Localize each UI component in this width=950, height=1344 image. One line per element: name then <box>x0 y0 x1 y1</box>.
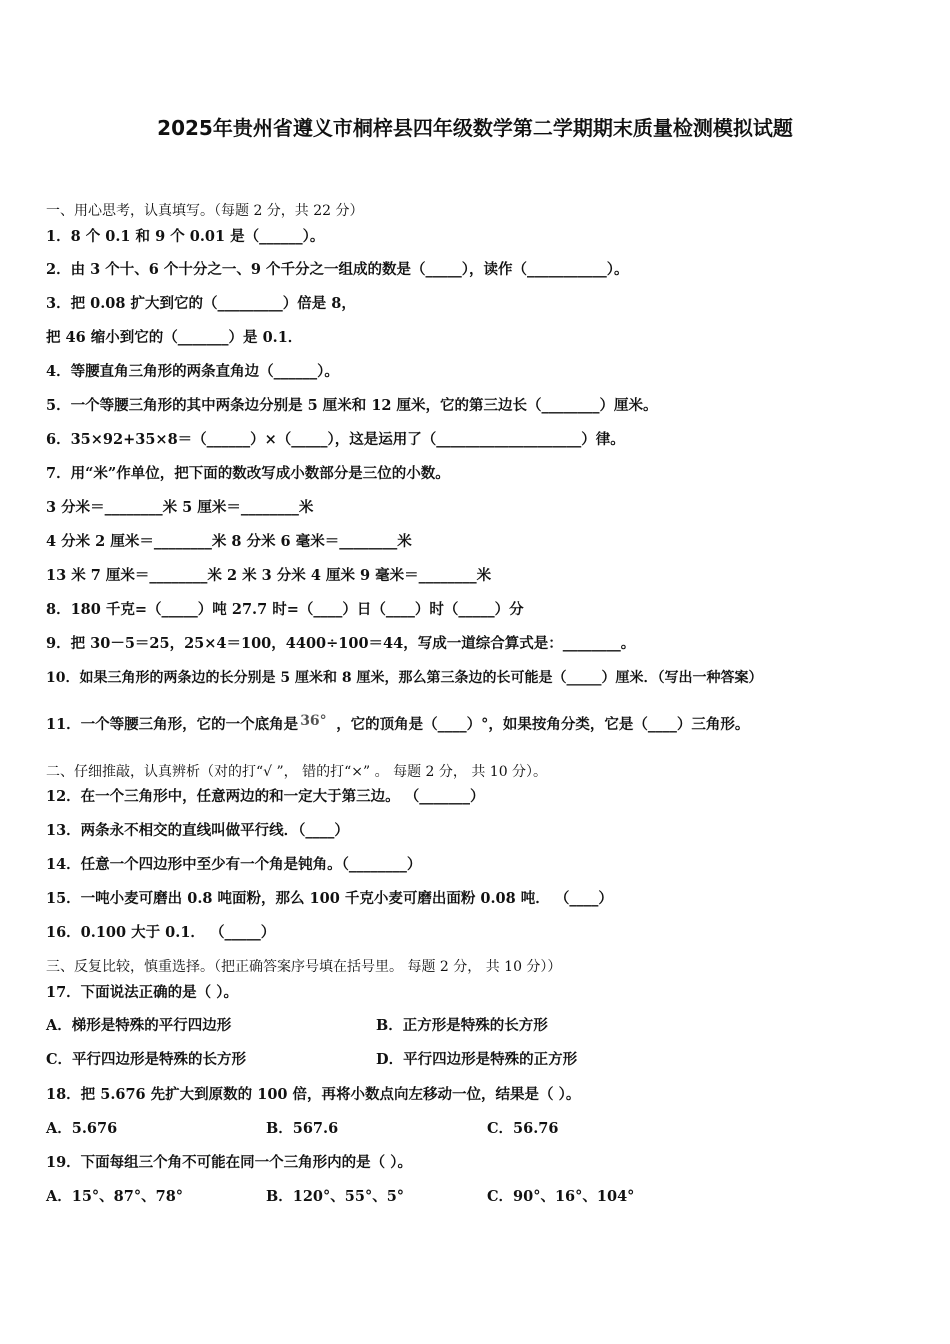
question-17: 17．下面说法正确的是（ ）。 <box>46 984 238 1001</box>
section-heading-3: 三、反复比较，慎重选择。（把正确答案序号填在括号里。 每题 2 分， 共 10 分）） <box>46 959 562 975</box>
question-16: 16．0.100 大于 0.1． （_____） <box>46 924 276 941</box>
q18-option-c: C．56.76 <box>487 1120 559 1137</box>
question-8: 8．180 千克=（_____）吨 27.7 时=（____）日（____）时（_____）分 <box>46 601 524 618</box>
question-4: 4．等腰直角三角形的两条直角边（______）。 <box>46 363 339 380</box>
q17-option-b: B．正方形是特殊的长方形 <box>376 1017 548 1034</box>
question-12: 12．在一个三角形中，任意两边的和一定大于第三边。 （_______） <box>46 788 485 805</box>
question-2: 2．由 3 个十、6 个十分之一、9 个千分之一组成的数是（_____），读作（___________）。 <box>46 261 629 278</box>
q17-option-c: C．平行四边形是特殊的长方形 <box>46 1051 247 1068</box>
question-5: 5．一个等腰三角形的其中两条边分别是 5 厘米和 12 厘米，它的第三边长（________）厘米。 <box>46 397 658 414</box>
question-13: 13．两条永不相交的直线叫做平行线．（____） <box>46 822 349 839</box>
angle-36-figure: 36° <box>300 713 327 729</box>
question-1: 1．8 个 0.1 和 9 个 0.01 是（______）。 <box>46 228 325 245</box>
question-11-part-2: ，它的顶角是（____）°，如果按角分类，它是（____）三角形。 <box>336 716 750 733</box>
question-7-line-2: 4 分米 2 厘米＝________米 8 分米 6 毫米＝________米 <box>46 533 412 550</box>
question-3a: 3．把 0.08 扩大到它的（_________）倍是 8， <box>46 295 356 312</box>
question-18: 18．把 5.676 先扩大到原数的 100 倍，再将小数点向左移动一位，结果是（ ）。 <box>46 1086 581 1103</box>
question-10: 10．如果三角形的两条边的长分别是 5 厘米和 8 厘米，那么第三条边的长可能是（_____）厘米．（写出一种答案） <box>46 670 763 686</box>
question-11-part-1: 11．一个等腰三角形，它的一个底角是 <box>46 716 299 733</box>
q18-option-a: A．5.676 <box>46 1120 118 1137</box>
section-heading-1: 一、用心思考，认真填写。（每题 2 分，共 22 分） <box>46 203 364 219</box>
question-7: 7．用“米”作单位，把下面的数改写成小数部分是三位的小数。 <box>46 465 450 482</box>
question-3b: 把 46 缩小到它的（_______）是 0.1． <box>46 329 303 346</box>
q17-option-a: A．梯形是特殊的平行四边形 <box>46 1017 232 1034</box>
q18-option-b: B．567.6 <box>266 1120 339 1137</box>
question-11 <box>46 715 749 735</box>
question-15: 15．一吨小麦可磨出 0.8 吨面粉，那么 100 千克小麦可磨出面粉 0.08 吨． （____） <box>46 890 613 907</box>
question-9: 9．把 30－5＝25，25×4＝100，4400÷100＝44，写成一道综合算式是：________。 <box>46 635 636 652</box>
section-heading-2: 二、仔细推敲，认真辨析（对的打“√ ”， 错的打“×” 。 每题 2 分， 共 10 分）。 <box>46 764 548 780</box>
question-19: 19．下面每组三个角不可能在同一个三角形内的是（ ）。 <box>46 1154 412 1171</box>
page-title: 2025年贵州省遵义市桐梓县四年级数学第二学期期末质量检测模拟试题 <box>157 116 793 140</box>
q19-option-a: A．15°、87°、78° <box>46 1188 184 1205</box>
question-14: 14．任意一个四边形中至少有一个角是钝角。（________） <box>46 856 422 873</box>
question-6: 6．35×92+35×8＝（______）×（_____），这是运用了（____________________）律。 <box>46 431 625 448</box>
q19-option-c: C．90°、16°、104° <box>487 1188 635 1205</box>
q17-option-d: D．平行四边形是特殊的正方形 <box>376 1051 578 1068</box>
question-7-line-3: 13 米 7 厘米＝________米 2 米 3 分米 4 厘米 9 毫米＝________米 <box>46 567 492 584</box>
q19-option-b: B．120°、55°、5° <box>266 1188 405 1205</box>
question-7-line-1: 3 分米＝________米 5 厘米＝________米 <box>46 499 314 516</box>
